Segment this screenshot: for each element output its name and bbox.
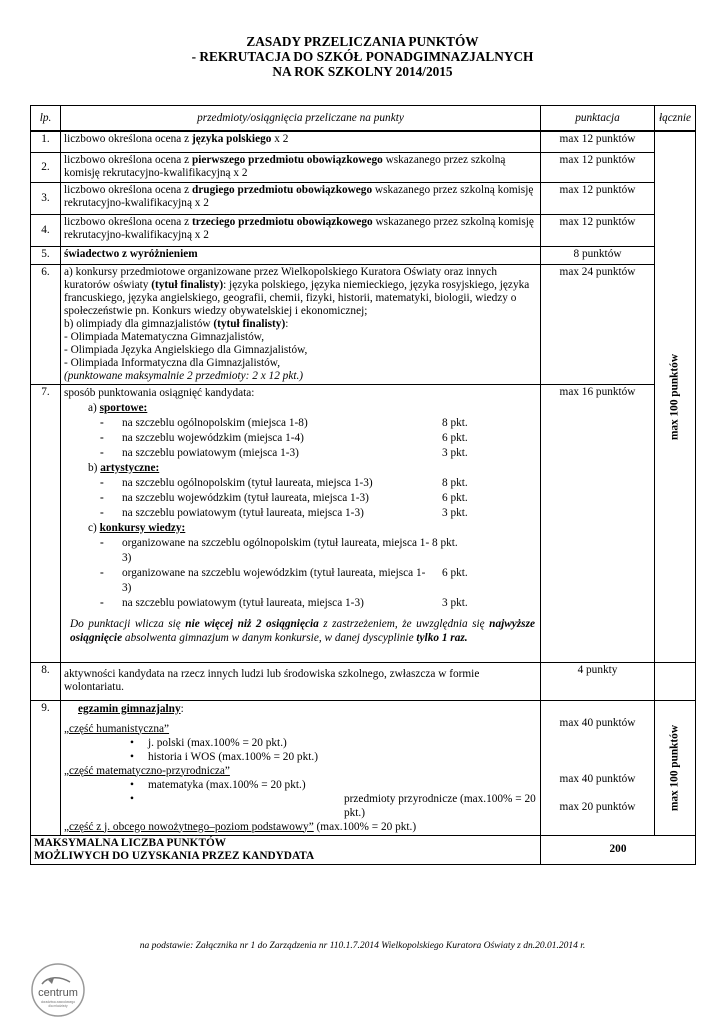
points-table [30, 105, 696, 865]
title-line-3: NA ROK SZKOLNY 2014/2015 [272, 64, 453, 79]
header-total: łącznie [655, 106, 696, 132]
svg-text:doradztwa zawodowego: doradztwa zawodowego [40, 1000, 76, 1004]
olympiad-item: - Olimpiada Matematyczna Gimnazjalistów, [64, 330, 265, 343]
row-description: liczbowo określona ocena z pierwszego przedmiotu obowiązkowego wskazanego przez szkolną komisję rekrutacyjno-kwalifikacyjną x 2 [61, 152, 541, 182]
table-row [31, 214, 696, 246]
row-number: 1. [31, 131, 61, 152]
humanities-list: • j. polski (max.100% = 20 pkt.) • historia i WOS (max.100% = 20 pkt.) [64, 736, 537, 764]
row-number: 2. [31, 152, 61, 182]
row-number: 5. [31, 246, 61, 264]
math-list: • matematyka (max.100% = 20 pkt.) • przedmioty przyrodnicze (max.100% = 20 pkt.) [64, 778, 537, 820]
title-line-1: ZASADY PRZELICZANIA PUNKTÓW [246, 34, 479, 49]
row-description: a) konkursy przedmiotowe organizowane przez Wielkopolskiego Kuratora Oświaty oraz innych kuratorów oświaty (tytuł finalisty): języka polskiego, języka niemieckiego, języka rosyjskiego, języka francuskiego, języka angielskiego, geografii, chemii, fizyki, historii, matematyki, biologii, wiedzy o społeczeństwie pn. Konkurs wiedzy obywatelskiej i ekonomicznej; b) olimpiady dla gimnazjalistów (tytuł finalisty): - Olimpiada Matematyczna Gimnazjalistów, - Olimpiada Języka Angielskiego dla Gimnazjalistów, - Olimpiada Informatyczna dla Gimnazjalistów, (punktowane maksymalnie 2 przedmioty: 2 x 12 pkt.) [61, 264, 541, 384]
header-points: punktacja [541, 106, 655, 132]
table-header-row [31, 106, 696, 132]
table-row [31, 662, 696, 700]
footer-source-note: na podstawie: Załącznika nr 1 do Zarządzenia nr 110.1.7.2014 Wielkopolskiego Kuratora Oświaty z dn.20.01.2014 r. [139, 941, 586, 951]
row-description: aktywności kandydata na rzecz innych ludzi lub środowiska szkolnego, zwłaszcza w formie wolontariatu. [61, 662, 541, 700]
total-block-1 [655, 131, 696, 662]
knowledge-list: - organizowane na szczeblu ogólnopolskim (tytuł laureata, miejsca 1-3) 8 pkt. - organizowane na szczeblu wojewódzkim (tytuł laureata, miejsca 1-3) 6 pkt. - na szczeblu powiatowym (tytuł laureata, miejsca 1-3) 3 pkt. [64, 536, 537, 611]
header-subject: przedmioty/osiągnięcia przeliczane na punkty [61, 106, 541, 132]
row-points: max 12 punktów [541, 214, 655, 246]
table-row [31, 182, 696, 214]
total-block-2-label: max 100 punktów [668, 724, 681, 811]
row-points: 8 punktów [541, 246, 655, 264]
table-row [31, 246, 696, 264]
row-number: 6. [31, 264, 61, 384]
total-block-2 [655, 700, 696, 835]
row-number: 3. [31, 182, 61, 214]
art-list: - na szczeblu ogólnopolskim (tytuł laureata, miejsca 1-3) 8 pkt. - na szczeblu wojewódzkim (tytuł laureata, miejsca 1-3) 6 pkt. - na szczeblu powiatowym (tytuł laureata, miejsca 1-3) 3 pkt. [64, 476, 537, 521]
row-number: 8. [31, 662, 61, 700]
row-total-empty [655, 662, 696, 700]
table-row [31, 131, 696, 152]
table-row [31, 264, 696, 384]
document-title [0, 34, 725, 79]
row-points: 4 punkty [541, 662, 655, 700]
sport-list: - na szczeblu ogólnopolskim (miejsca 1-8) 8 pkt. - na szczeblu wojewódzkim (miejsca 1-4) 6 pkt. - na szczeblu powiatowym (miejsca 1-3) 3 pkt. [64, 416, 537, 461]
svg-text:dla młodzieży: dla młodzieży [48, 1004, 68, 1008]
summary-label: MAKSYMALNA LICZBA PUNKTÓW MOŻLIWYCH DO UZYSKANIA PRZEZ KANDYDATA [31, 835, 541, 864]
table-row [31, 384, 696, 662]
centrum-logo [30, 962, 86, 1018]
table-row [31, 152, 696, 182]
total-block-1-label: max 100 punktów [668, 353, 681, 440]
row-description: liczbowo określona ocena z drugiego przedmiotu obowiązkowego wskazanego przez szkolną komisję rekrutacyjno-kwalifikacyjną x 2 [61, 182, 541, 214]
table-row [31, 700, 696, 835]
summary-row [31, 835, 696, 864]
svg-text:centrum: centrum [38, 987, 78, 999]
row-description: liczbowo określona ocena z trzeciego przedmiotu obowiązkowego wskazanego przez szkolną komisję rekrutacyjno-kwalifikacyjną x 2 [61, 214, 541, 246]
row-description: liczbowo określona ocena z języka polskiego x 2 [61, 131, 541, 152]
row-points: max 12 punktów [541, 152, 655, 182]
row-number: 7. [31, 384, 61, 662]
olympiad-item: - Olimpiada Informatyczna dla Gimnazjalistów, [64, 356, 281, 369]
row-description: sposób punktowania osiągnięć kandydata: a) sportowe: - na szczeblu ogólnopolskim (miejsca 1-8) 8 pkt. - na szczeblu wojewódzkim (miejsca 1-4) 6 pkt. - na szczeblu powiatowym (miejsca 1-3) 3 pkt. b) artystyczne: - na szczeblu ogólnopolskim (tytuł laureata, miejsca 1-3) 8 pkt. - na szczeblu wojewódzkim (tytuł laureata, miejsca 1-3) 6 pkt. - na szczeblu powiatowym (tytuł laureata, miejsca 1-3) 3 pkt. c) konkursy wiedzy: - organizowane na szczeblu ogólnopolskim (tytuł laureata, miejsca 1-3) 8 pkt. - organizowane na szczeblu wojewódzkim (tytuł laureata, miejsca 1-3) 6 pkt. - na szczeblu powiatowym (tytuł laureata, miejsca 1-3) 3 pkt. Do punktacji wlicza się nie więcej niż 2 osiągnięcia z zastrzeżeniem, że uwzględnia się najwyższe osiągnięcie absolwenta gimnazjum w danym konkursie, w danej dyscyplinie tylko 1 raz. [61, 384, 541, 662]
exam-part-language: „część z j. obcego nowożytnego–poziom podstawowy” [64, 820, 314, 833]
exam-part-humanities: „część humanistyczna” [64, 722, 170, 735]
row-points: max 12 punktów [541, 182, 655, 214]
olympiad-item: - Olimpiada Języka Angielskiego dla Gimnazjalistów, [64, 343, 308, 356]
row-number: 9. [31, 700, 61, 835]
row-note: (punktowane maksymalnie 2 przedmioty: 2 x 12 pkt.) [64, 369, 304, 382]
header-lp: lp. [31, 106, 61, 132]
row-points: max 12 punktów [541, 131, 655, 152]
row-points: max 40 punktów max 40 punktów max 20 punktów [541, 700, 655, 835]
row-points: max 24 punktów [541, 264, 655, 384]
row-number: 4. [31, 214, 61, 246]
row-note: Do punktacji wlicza się nie więcej niż 2 osiągnięcia z zastrzeżeniem, że uwzględnia się najwyższe osiągnięcie absolwenta gimnazjum w danym konkursie, w danej dyscyplinie tylko 1 raz. [70, 617, 535, 644]
summary-value: 200 [541, 835, 696, 864]
row-points: max 16 punktów [541, 384, 655, 662]
exam-part-math: „część matematyczno-przyrodnicza” [64, 764, 230, 777]
row-description: świadectwo z wyróżnieniem [61, 246, 541, 264]
row-description: egzamin gimnazjalny: „część humanistyczna” • j. polski (max.100% = 20 pkt.) • historia i WOS (max.100% = 20 pkt.) „część matematyczno-przyrodnicza” • matematyka (max.100% = 20 pkt.) • przedmioty przyrodnicze (max.100% = 20 pkt.) „część z j. obcego nowożytnego–poziom podstawowy” (max.100% = 20 pkt.) [61, 700, 541, 835]
title-line-2: - REKRUTACJA DO SZKÓŁ PONADGIMNAZJALNYCH [191, 49, 534, 64]
